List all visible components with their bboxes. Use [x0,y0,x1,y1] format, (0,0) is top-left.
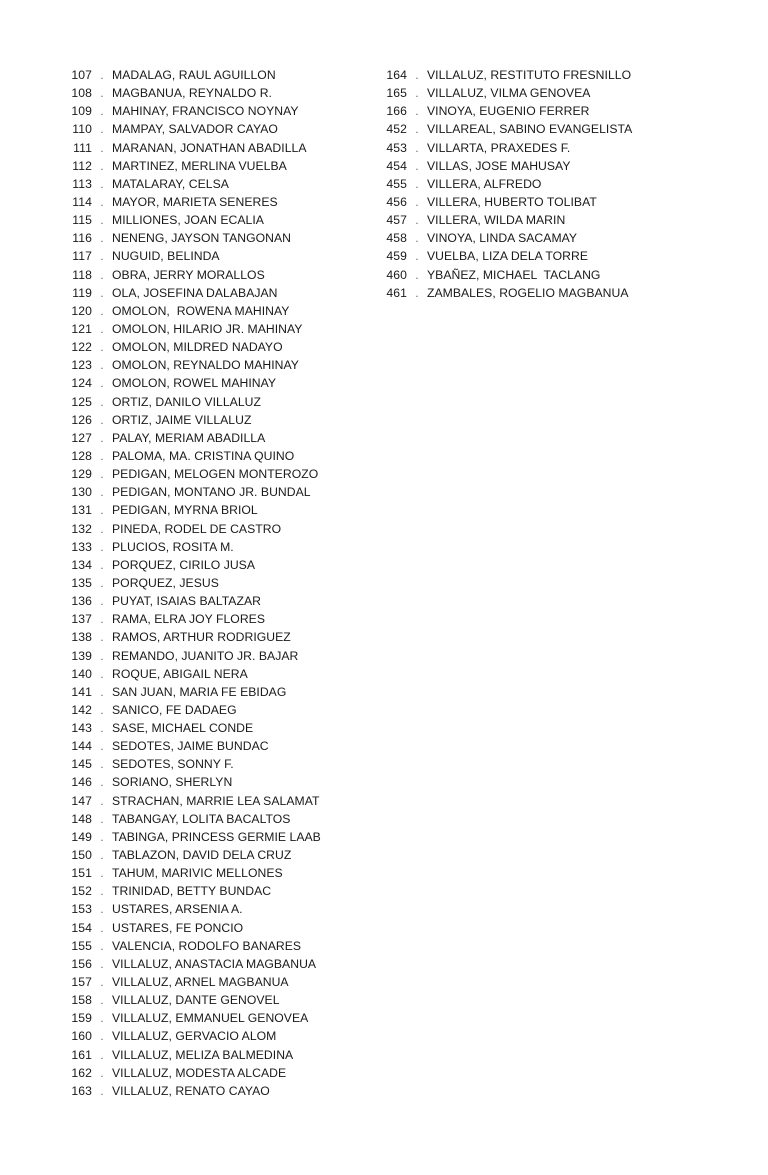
entry-number: 143 [71,721,92,736]
entry-separator: . [100,1047,104,1062]
entry-name: PALAY, MERIAM ABADILLA [112,430,266,445]
entry-name: OMOLON, REYNALDO MAHINAY [112,358,299,373]
entry-name: STRACHAN, MARRIE LEA SALAMAT [112,793,320,808]
roster-entry [62,447,372,465]
entry-number: 145 [71,757,92,772]
entry-number: 455 [386,176,407,191]
entry-name: TABINGA, PRINCESS GERMIE LAAB [112,829,321,844]
entry-number: 140 [71,666,92,681]
entry-number: 155 [71,938,92,953]
roster-entry [62,1009,372,1027]
entry-separator: . [100,612,104,627]
entry-separator: . [100,285,104,300]
roster-entry [62,810,372,828]
roster-entry [62,193,372,211]
entry-separator: . [100,340,104,355]
entry-separator: . [415,104,419,119]
entry-separator: . [100,666,104,681]
entry-name: MARANAN, JONATHAN ABADILLA [112,140,307,155]
roster-entry [62,356,372,374]
entry-name: VILLALUZ, ANASTACIA MAGBANUA [112,956,317,971]
entry-number: 154 [71,920,92,935]
entry-separator: . [100,594,104,609]
entry-name: OMOLON, MILDRED NADAYO [112,340,283,355]
entry-name: VILLAREAL, SABINO EVANGELISTA [427,122,633,137]
entry-name: VILLALUZ, ARNEL MAGBANUA [112,975,289,990]
entry-name: VILLALUZ, RESTITUTO FRESNILLO [427,68,632,82]
entry-name: OLA, JOSEFINA DALABAJAN [112,285,278,300]
entry-separator: . [415,122,419,137]
entry-name: PORQUEZ, CIRILO JUSA [112,557,256,572]
entry-name: PLUCIOS, ROSITA M. [112,539,234,554]
entry-separator: . [100,158,104,173]
roster-entry [62,411,372,429]
entry-separator: . [100,140,104,155]
entry-number: 109 [71,104,92,119]
roster-entry [62,520,372,538]
entry-separator: . [415,213,419,228]
entry-number: 125 [71,394,92,409]
entry-number: 161 [71,1047,92,1062]
entry-separator: . [100,430,104,445]
entry-name: RAMOS, ARTHUR RODRIGUEZ [112,630,291,645]
entry-name: PEDIGAN, MELOGEN MONTEROZO [112,467,319,482]
roster-entry [62,610,372,628]
roster-entry [62,900,372,918]
entry-name: MARTINEZ, MERLINA VUELBA [112,158,287,173]
entry-name: PALOMA, MA. CRISTINA QUINO [112,448,295,463]
roster-entry [62,211,372,229]
entry-number: 157 [71,975,92,990]
entry-name: VILLALUZ, EMMANUEL GENOVEA [112,1011,309,1026]
roster-entry [62,483,372,501]
entry-name: SANICO, FE DADAEG [112,702,237,717]
roster-entry [62,665,372,683]
entry-separator: . [100,775,104,790]
entry-name: MAMPAY, SALVADOR CAYAO [112,122,278,137]
entry-separator: . [100,176,104,191]
entry-number: 162 [71,1065,92,1080]
entry-number: 461 [386,285,407,300]
entry-number: 147 [71,793,92,808]
entry-name: REMANDO, JUANITO JR. BAJAR [112,648,299,663]
entry-number: 114 [72,194,92,209]
entry-separator: . [100,829,104,844]
roster-entry [62,374,372,392]
entry-number: 148 [71,811,92,826]
entry-number: 159 [71,1011,92,1026]
entry-separator: . [415,231,419,246]
entry-number: 452 [386,122,407,137]
entry-number: 134 [71,557,92,572]
entry-number: 116 [72,231,92,246]
entry-separator: . [100,321,104,336]
roster-entry [62,755,372,773]
entry-separator: . [415,158,419,173]
entry-number: 122 [71,340,92,355]
entry-name: VILLERA, WILDA MARIN [427,213,566,228]
entry-separator: . [100,376,104,391]
entry-separator: . [100,503,104,518]
entry-name: SORIANO, SHERLYN [112,775,233,790]
roster-entry [62,991,372,1009]
entry-name: USTARES, ARSENIA A. [112,902,243,917]
entry-separator: . [100,956,104,971]
entry-number: 135 [71,575,92,590]
entry-number: 108 [71,86,92,101]
entry-name: SASE, MICHAEL CONDE [112,721,254,736]
entry-separator: . [100,485,104,500]
entry-name: VILLALUZ, RENATO CAYAO [112,1083,270,1098]
entry-separator: . [100,213,104,228]
entry-separator: . [100,539,104,554]
entry-number: 132 [71,521,92,536]
entry-name: VINOYA, EUGENIO FERRER [427,104,590,119]
entry-separator: . [415,249,419,264]
entry-number: 107 [71,68,92,82]
entry-name: OMOLON, ROWENA MAHINAY [112,303,290,318]
roster-entry [62,882,372,900]
entry-separator: . [100,249,104,264]
entry-name: MAGBANUA, REYNALDO R. [112,86,272,101]
entry-name: ZAMBALES, ROGELIO MAGBANUA [427,285,629,300]
entry-separator: . [100,884,104,899]
entry-number: 166 [386,104,407,119]
entry-number: 127 [71,430,92,445]
roster-column-right [377,66,707,302]
roster-entry [62,828,372,846]
roster-entry [377,66,707,84]
roster-entry [62,284,372,302]
roster-entry [377,175,707,193]
roster-entry [62,937,372,955]
entry-separator: . [100,1083,104,1098]
entry-name: MADALAG, RAUL AGUILLON [112,68,276,82]
entry-number: 131 [71,503,92,518]
entry-number: 136 [71,594,92,609]
entry-name: YBAÑEZ, MICHAEL TACLANG [427,267,601,282]
roster-entry [62,701,372,719]
roster-entry [62,320,372,338]
entry-number: 160 [71,1029,92,1044]
entry-number: 163 [71,1083,92,1098]
entry-number: 456 [386,194,407,209]
roster-entry [62,792,372,810]
entry-number: 129 [71,467,92,482]
roster-entry [62,338,372,356]
entry-number: 144 [71,739,92,754]
entry-number: 153 [71,902,92,917]
entry-name: PEDIGAN, MONTANO JR. BUNDAL [112,485,311,500]
entry-number: 460 [386,267,407,282]
entry-number: 141 [71,684,92,699]
entry-name: NENENG, JAYSON TANGONAN [112,231,292,246]
entry-separator: . [100,122,104,137]
entry-separator: . [100,1029,104,1044]
roster-entry [62,955,372,973]
entry-separator: . [100,866,104,881]
entry-separator: . [415,267,419,282]
roster-entry [62,737,372,755]
roster-entry [62,157,372,175]
entry-number: 164 [386,68,407,82]
roster-entry [62,229,372,247]
entry-name: VILLAS, JOSE MAHUSAY [427,158,571,173]
entry-separator: . [100,68,104,82]
entry-name: USTARES, FE PONCIO [112,920,244,935]
entry-name: VUELBA, LIZA DELA TORRE [427,249,589,264]
entry-separator: . [100,412,104,427]
roster-entry [377,229,707,247]
roster-entry [377,157,707,175]
roster-entry [62,102,372,120]
entry-number: 156 [71,956,92,971]
entry-number: 137 [71,612,92,627]
roster-entry [62,266,372,284]
entry-name: MAHINAY, FRANCISCO NOYNAY [112,104,299,119]
entry-separator: . [415,176,419,191]
entry-name: VILLALUZ, MELIZA BALMEDINA [112,1047,294,1062]
entry-number: 165 [386,86,407,101]
entry-name: ORTIZ, JAIME VILLALUZ [112,412,252,427]
roster-entry [62,592,372,610]
entry-number: 111 [73,140,92,155]
entry-name: PORQUEZ, JESUS [112,575,219,590]
entry-number: 454 [386,158,407,173]
roster-entry [62,1064,372,1082]
roster-entry [62,919,372,937]
entry-separator: . [100,231,104,246]
entry-number: 113 [72,176,92,191]
entry-separator: . [100,811,104,826]
roster-entry [62,973,372,991]
entry-number: 459 [386,249,407,264]
entry-name: SEDOTES, SONNY F. [112,757,234,772]
entry-separator: . [100,557,104,572]
entry-separator: . [100,86,104,101]
roster-entry [62,719,372,737]
roster-entry [62,465,372,483]
entry-number: 158 [71,993,92,1008]
entry-separator: . [100,848,104,863]
entry-number: 128 [71,448,92,463]
entry-separator: . [100,267,104,282]
entry-name: PUYAT, ISAIAS BALTAZAR [112,594,261,609]
roster-entry [62,1046,372,1064]
roster-entry [377,139,707,157]
entry-number: 453 [386,140,407,155]
entry-name: VILLALUZ, VILMA GENOVEA [427,86,591,101]
entry-name: OBRA, JERRY MORALLOS [112,267,265,282]
entry-number: 151 [71,866,92,881]
roster-column-left [62,66,372,1100]
entry-name: VILLALUZ, GERVACIO ALOM [112,1029,277,1044]
roster-entry [62,556,372,574]
entry-number: 119 [72,285,92,300]
roster-entry [377,247,707,265]
roster-entry [62,683,372,701]
entry-separator: . [415,194,419,209]
roster-entry [377,102,707,120]
entry-separator: . [100,938,104,953]
entry-number: 124 [71,376,92,391]
entry-name: ORTIZ, DANILO VILLALUZ [112,394,261,409]
entry-number: 139 [71,648,92,663]
entry-name: TABANGAY, LOLITA BACALTOS [112,811,291,826]
entry-separator: . [100,793,104,808]
roster-entry [62,538,372,556]
entry-separator: . [100,757,104,772]
entry-separator: . [100,303,104,318]
entry-separator: . [100,194,104,209]
roster-entry [377,84,707,102]
roster-entry [62,429,372,447]
entry-separator: . [100,1011,104,1026]
entry-number: 146 [71,775,92,790]
entry-separator: . [100,575,104,590]
entry-separator: . [100,721,104,736]
entry-number: 138 [71,630,92,645]
entry-name: VILLALUZ, DANTE GENOVEL [112,993,280,1008]
roster-entry [62,1082,372,1100]
entry-number: 115 [72,213,92,228]
entry-number: 149 [71,829,92,844]
entry-name: VILLERA, HUBERTO TOLIBAT [427,194,597,209]
entry-separator: . [100,975,104,990]
roster-entry [62,647,372,665]
entry-separator: . [100,521,104,536]
entry-name: MAYOR, MARIETA SENERES [112,194,278,209]
entry-number: 123 [71,358,92,373]
entry-name: TAHUM, MARIVIC MELLONES [112,866,283,881]
entry-name: MATALARAY, CELSA [112,176,229,191]
roster-entry [62,302,372,320]
entry-number: 121 [71,321,92,336]
entry-separator: . [100,358,104,373]
entry-number: 457 [386,213,407,228]
roster-entry [62,846,372,864]
entry-name: ROQUE, ABIGAIL NERA [112,666,248,681]
entry-name: VINOYA, LINDA SACAMAY [427,231,578,246]
entry-number: 118 [72,267,92,282]
roster-entry [377,120,707,138]
entry-name: OMOLON, ROWEL MAHINAY [112,376,277,391]
entry-name: VILLERA, ALFREDO [427,176,542,191]
roster-entry [377,284,707,302]
entry-number: 117 [72,249,92,264]
entry-number: 126 [71,412,92,427]
roster-entry [62,628,372,646]
entry-separator: . [100,1065,104,1080]
roster-entry [62,393,372,411]
entry-separator: . [100,702,104,717]
entry-number: 133 [71,539,92,554]
entry-number: 142 [71,702,92,717]
entry-name: VALENCIA, RODOLFO BANARES [112,938,302,953]
entry-separator: . [100,684,104,699]
entry-name: VILLALUZ, MODESTA ALCADE [112,1065,287,1080]
entry-separator: . [100,448,104,463]
entry-name: SAN JUAN, MARIA FE EBIDAG [112,684,287,699]
entry-separator: . [415,140,419,155]
roster-entry [62,175,372,193]
entry-name: VILLARTA, PRAXEDES F. [427,140,571,155]
entry-separator: . [100,467,104,482]
entry-separator: . [100,630,104,645]
entry-number: 458 [386,231,407,246]
entry-separator: . [415,285,419,300]
entry-name: TABLAZON, DAVID DELA CRUZ [112,848,292,863]
entry-name: NUGUID, BELINDA [112,249,220,264]
roster-entry [62,120,372,138]
roster-entry [62,66,372,84]
entry-number: 152 [71,884,92,899]
entry-name: RAMA, ELRA JOY FLORES [112,612,266,627]
entry-number: 130 [71,485,92,500]
roster-entry [62,574,372,592]
entry-name: PEDIGAN, MYRNA BRIOL [112,503,258,518]
entry-separator: . [415,68,419,82]
roster-entry [62,864,372,882]
entry-separator: . [100,739,104,754]
entry-separator: . [100,993,104,1008]
entry-name: TRINIDAD, BETTY BUNDAC [112,884,272,899]
entry-name: SEDOTES, JAIME BUNDAC [112,739,269,754]
entry-separator: . [415,86,419,101]
entry-name: MILLIONES, JOAN ECALIA [112,213,264,228]
roster-entry [62,84,372,102]
entry-name: PINEDA, RODEL DE CASTRO [112,521,282,536]
roster-entry [377,193,707,211]
roster-entry [377,266,707,284]
roster-entry [62,247,372,265]
entry-separator: . [100,902,104,917]
roster-entry [62,1027,372,1045]
roster-entry [62,773,372,791]
entry-name: OMOLON, HILARIO JR. MAHINAY [112,321,303,336]
roster-entry [62,139,372,157]
roster-entry [62,501,372,519]
entry-number: 120 [71,303,92,318]
entry-separator: . [100,394,104,409]
entry-separator: . [100,920,104,935]
entry-separator: . [100,104,104,119]
entry-number: 150 [71,848,92,863]
roster-entry [377,211,707,229]
entry-number: 110 [72,122,92,137]
entry-number: 112 [72,158,92,173]
entry-separator: . [100,648,104,663]
